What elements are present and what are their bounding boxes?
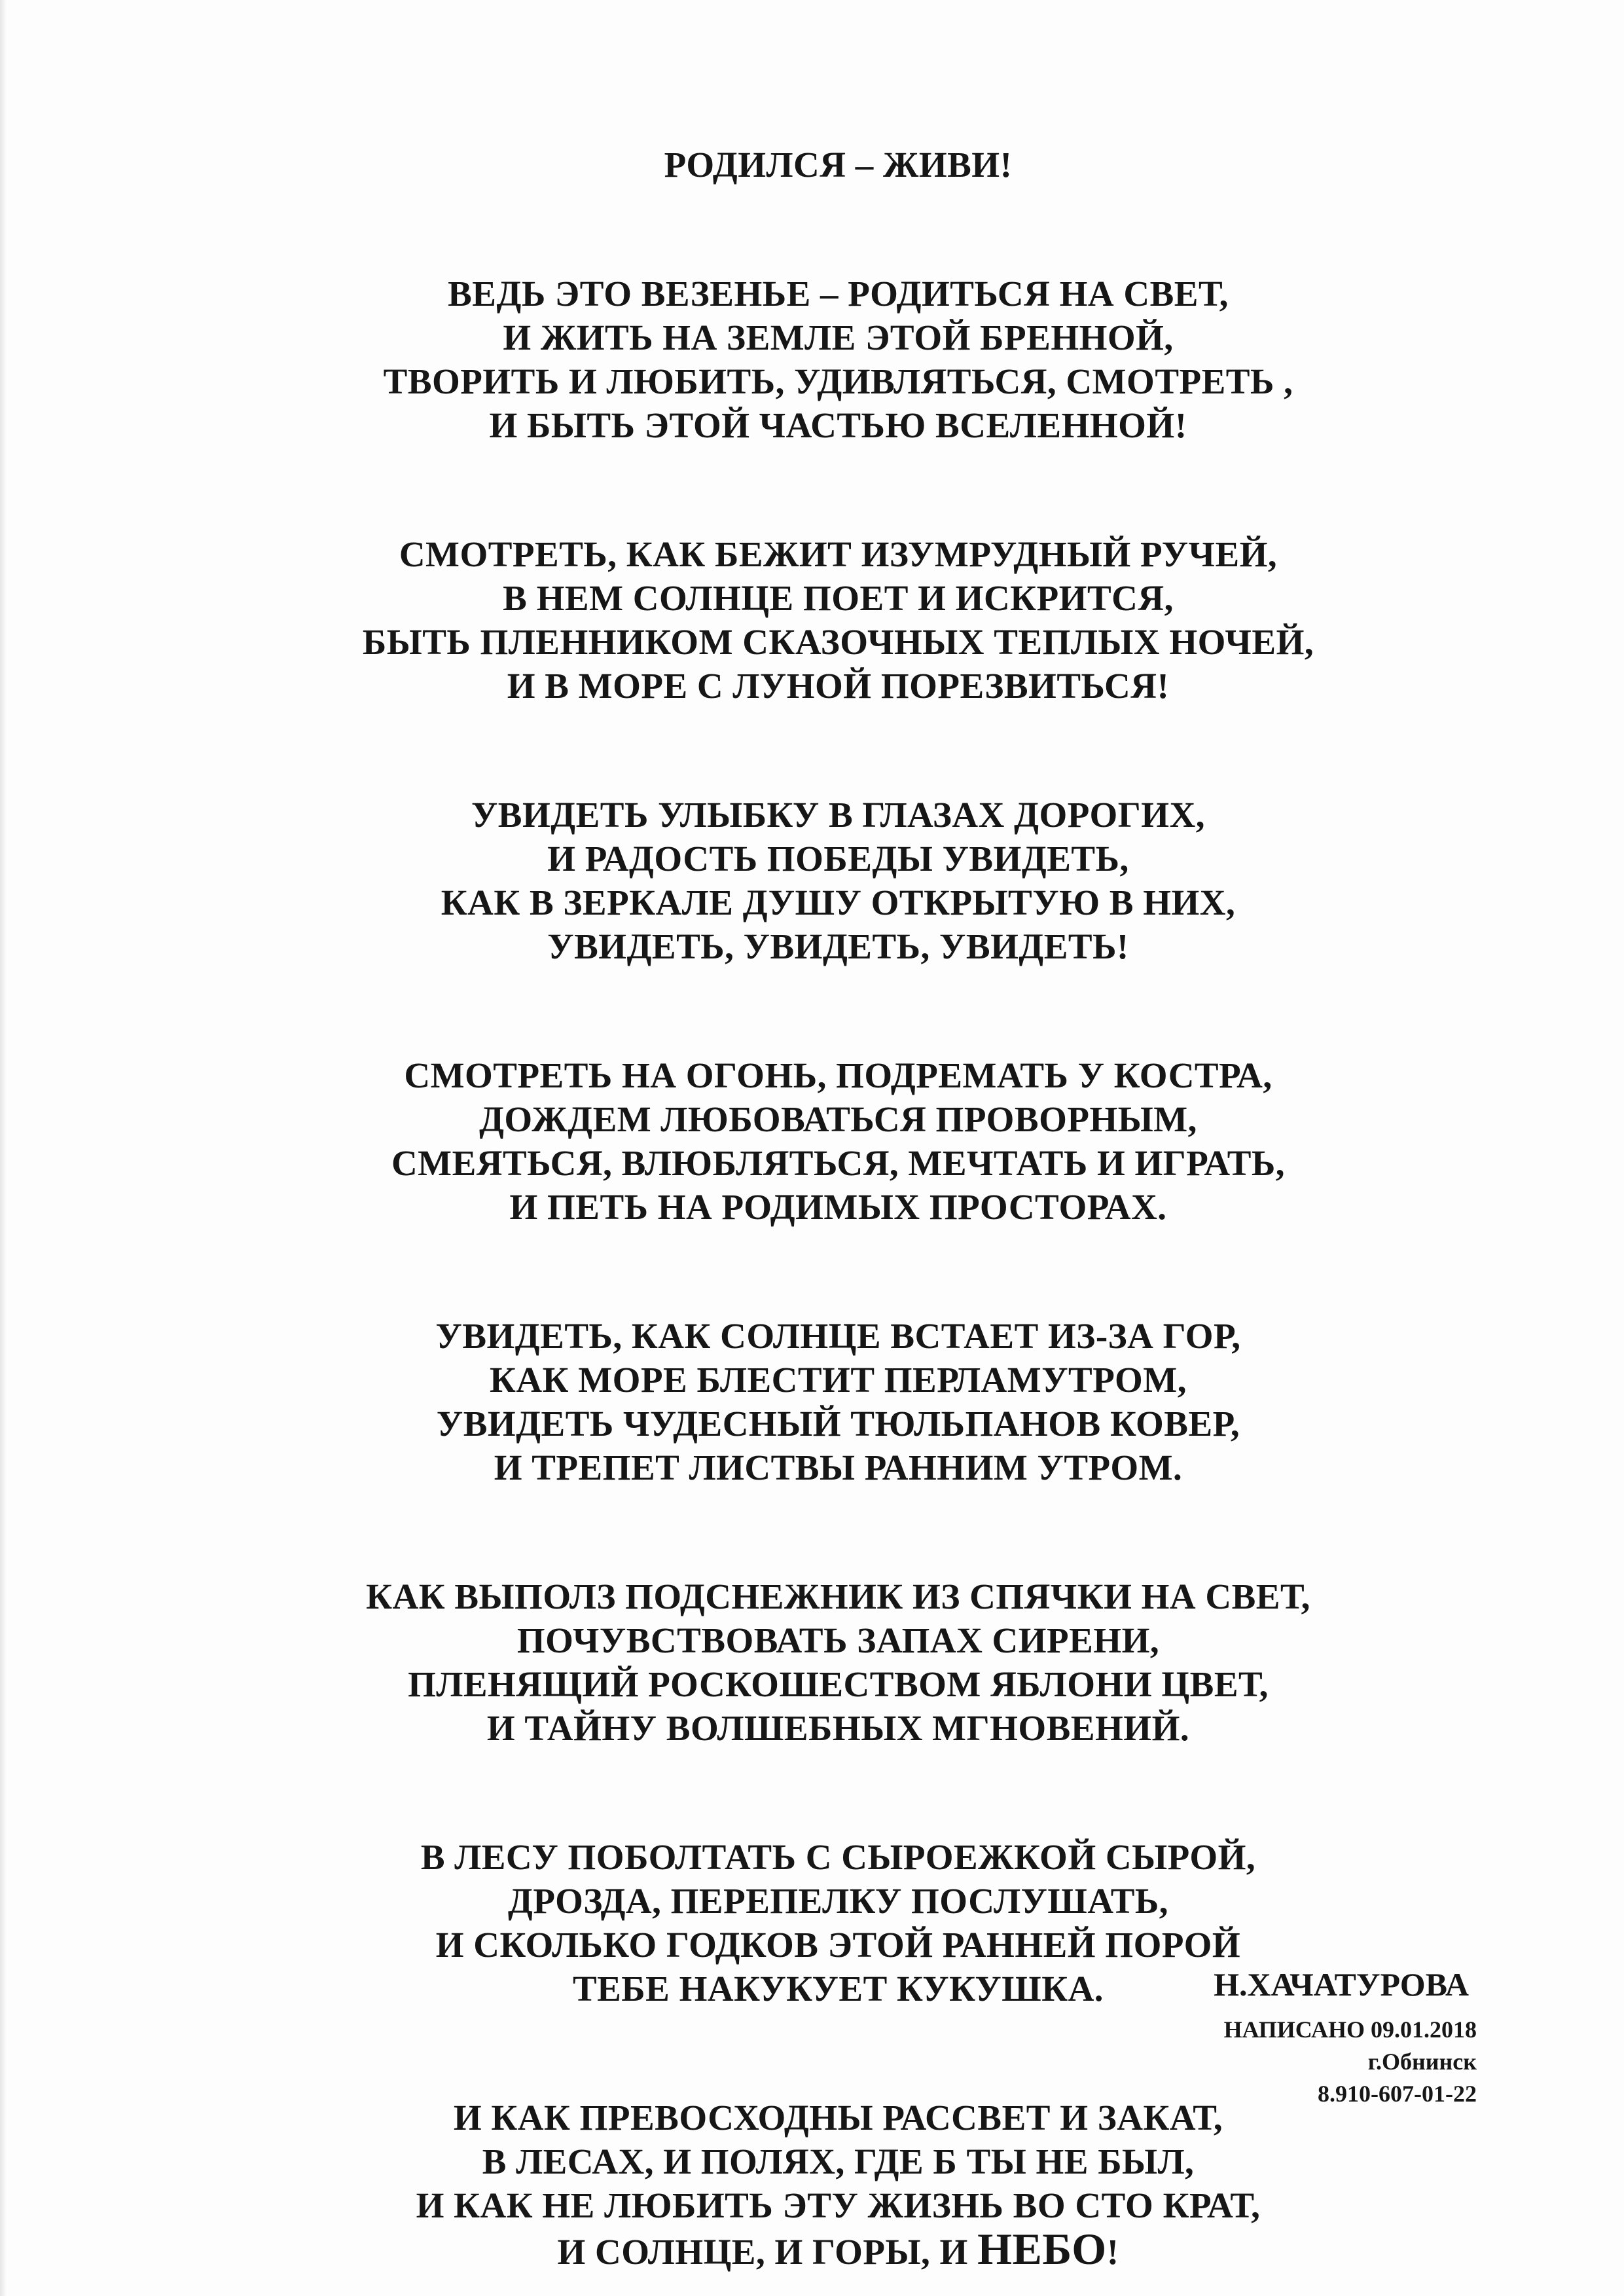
- poem-line: И ТАЙНУ ВОЛШЕБНЫХ МГНОВЕНИЙ.: [486, 1708, 1190, 1748]
- stanza-5: [52, 1314, 1624, 1489]
- poem-line: УВИДЕТЬ ЧУДЕСНЫЙ ТЮЛЬПАНОВ КОВЕР,: [436, 1404, 1240, 1444]
- stanza-1: [52, 272, 1624, 447]
- poem-line: ТВОРИТЬ И ЛЮБИТЬ, УДИВЛЯТЬСЯ, СМОТРЕТЬ ,: [383, 361, 1293, 401]
- poem-line: В НЕМ СОЛНЦЕ ПОЕТ И ИСКРИТСЯ,: [503, 578, 1174, 618]
- poem-line: ПОЧУВСТВОВАТЬ ЗАПАХ СИРЕНИ,: [516, 1620, 1160, 1660]
- poem-line: ДРОЗДА, ПЕРЕПЕЛКУ ПОСЛУШАТЬ,: [508, 1881, 1168, 1921]
- stanza-3: [52, 793, 1624, 968]
- final-line-end: !: [1106, 2232, 1119, 2272]
- phone-number: 8.910-607-01-22: [1318, 2081, 1477, 2107]
- poem: [0, 143, 1624, 2274]
- poem-line: КАК МОРЕ БЛЕСТИТ ПЕРЛАМУТРОМ,: [490, 1360, 1187, 1400]
- poem-line: УВИДЕТЬ, КАК СОЛНЦЕ ВСТАЕТ ИЗ-ЗА ГОР,: [435, 1316, 1241, 1356]
- stanza-8: [52, 2096, 1624, 2274]
- poem-line: И В МОРЕ С ЛУНОЙ ПОРЕЗВИТЬСЯ!: [507, 666, 1170, 706]
- poem-line: И СКОЛЬКО ГОДКОВ ЭТОЙ РАННЕЙ ПОРОЙ: [435, 1925, 1241, 1965]
- poem-line: КАК В ЗЕРКАЛЕ ДУШУ ОТКРЫТУЮ В НИХ,: [441, 883, 1236, 922]
- poem-line: И РАДОСТЬ ПОБЕДЫ УВИДЕТЬ,: [547, 839, 1129, 879]
- poem-line: КАК ВЫПОЛЗ ПОДСНЕЖНИК ИЗ СПЯЧКИ НА СВЕТ,: [366, 1576, 1310, 1616]
- poem-line: УВИДЕТЬ УЛЫБКУ В ГЛАЗАХ ДОРОГИХ,: [471, 795, 1206, 835]
- poem-line: СМОТРЕТЬ, КАК БЕЖИТ ИЗУМРУДНЫЙ РУЧЕЙ,: [399, 534, 1278, 574]
- poem-line: ПЛЕНЯЩИЙ РОСКОШЕСТВОМ ЯБЛОНИ ЦВЕТ,: [408, 1664, 1269, 1704]
- poem-line: И ТРЕПЕТ ЛИСТВЫ РАННИМ УТРОМ.: [494, 1448, 1183, 1487]
- poem-final-line: [52, 2224, 1624, 2274]
- stanza-2: [52, 532, 1624, 708]
- stanza-4: [52, 1053, 1624, 1229]
- signature-block: [1214, 1964, 1477, 2110]
- poem-line: И ПЕТЬ НА РОДИМЫХ ПРОСТОРАХ.: [509, 1187, 1167, 1227]
- poem-line: В ЛЕСАХ, И ПОЛЯХ, ГДЕ Б ТЫ НЕ БЫЛ,: [482, 2141, 1195, 2181]
- poem-line: ВЕДЬ ЭТО ВЕЗЕНЬЕ – РОДИТЬСЯ НА СВЕТ,: [448, 274, 1229, 314]
- final-line-start: И СОЛНЦЕ, И ГОРЫ, И: [557, 2232, 978, 2272]
- stanza-6: [52, 1575, 1624, 1750]
- poem-line: В ЛЕСУ ПОБОЛТАТЬ С СЫРОЕЖКОЙ СЫРОЙ,: [420, 1837, 1256, 1877]
- city: г.Обнинск: [1367, 2049, 1477, 2075]
- written-date: НАПИСАНО 09.01.2018: [1223, 2016, 1477, 2043]
- poem-line: БЫТЬ ПЛЕННИКОМ СКАЗОЧНЫХ ТЕПЛЫХ НОЧЕЙ,: [362, 622, 1314, 662]
- poem-line: СМЕЯТЬСЯ, ВЛЮБЛЯТЬСЯ, МЕЧТАТЬ И ИГРАТЬ,: [391, 1143, 1286, 1183]
- poem-line: ТЕБЕ НАКУКУЕТ КУКУШКА.: [572, 1969, 1104, 2009]
- poem-line: И КАК ПРЕВОСХОДНЫ РАССВЕТ И ЗАКАТ,: [453, 2098, 1223, 2138]
- poem-line: СМОТРЕТЬ НА ОГОНЬ, ПОДРЕМАТЬ У КОСТРА,: [404, 1055, 1272, 1095]
- author-name: Н.ХАЧАТУРОВА: [1214, 1966, 1469, 2003]
- poem-line: ДОЖДЕМ ЛЮБОВАТЬСЯ ПРОВОРНЫМ,: [479, 1099, 1197, 1139]
- poem-line: И КАК НЕ ЛЮБИТЬ ЭТУ ЖИЗНЬ ВО СТО КРАТ,: [416, 2185, 1261, 2225]
- poem-line: УВИДЕТЬ, УВИДЕТЬ, УВИДЕТЬ!: [547, 926, 1129, 966]
- poem-title: РОДИЛСЯ – ЖИВИ!: [664, 145, 1013, 185]
- poem-line: И ЖИТЬ НА ЗЕМЛЕ ЭТОЙ БРЕННОЙ,: [503, 318, 1174, 357]
- poem-line: И БЫТЬ ЭТОЙ ЧАСТЬЮ ВСЕЛЕННОЙ!: [489, 405, 1187, 445]
- final-line-emphasis: НЕБО: [977, 2224, 1107, 2274]
